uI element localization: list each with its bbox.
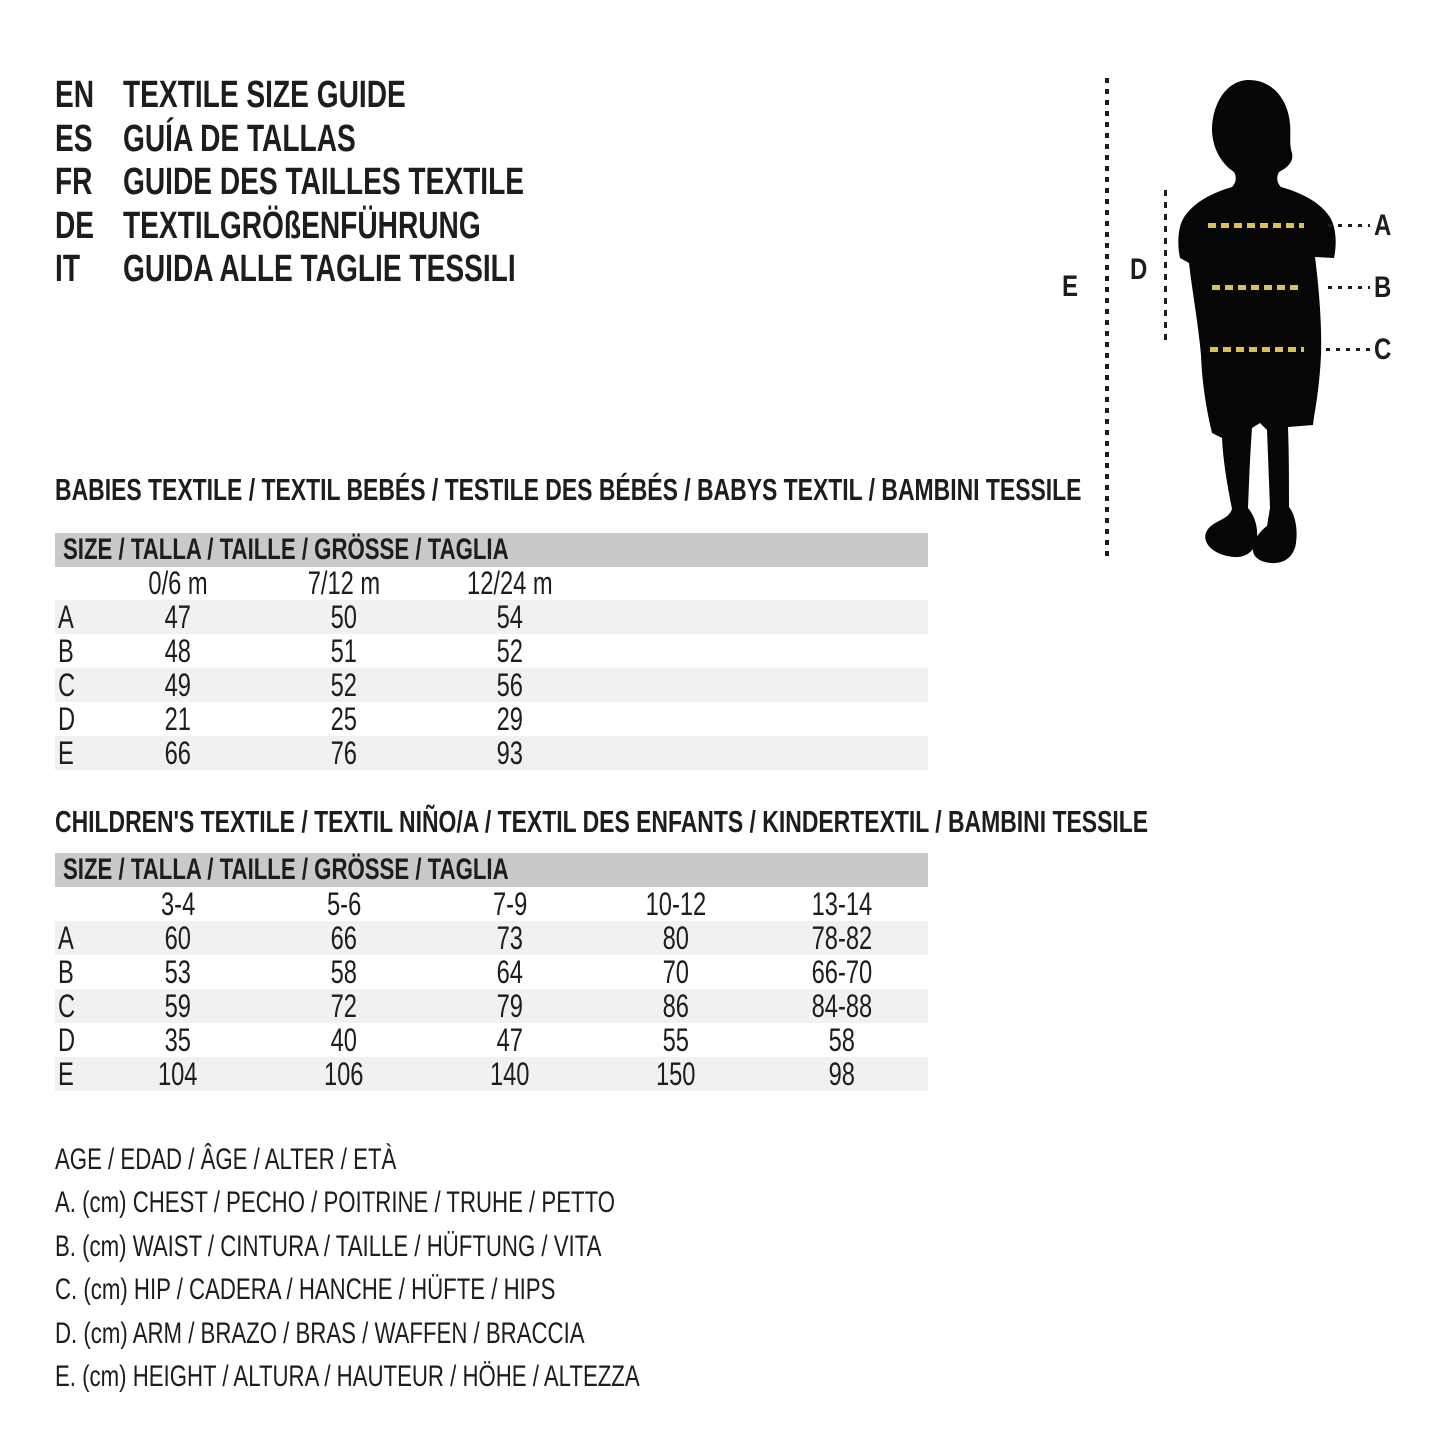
table-cell: 29 xyxy=(496,700,524,737)
babies-size-bar xyxy=(55,533,928,567)
language-title: GUÍA DE TALLAS xyxy=(123,117,356,160)
column-header: 3-4 xyxy=(160,885,196,922)
table-cell: 58 xyxy=(828,1021,856,1058)
table-cell: 52 xyxy=(496,632,524,669)
babies-size-bar-label: SIZE / TALLA / TAILLE / GRÖSSE / TAGLIA xyxy=(63,533,509,566)
babies-section-heading xyxy=(55,474,1442,505)
language-title: GUIDE DES TAILLES TEXTILE xyxy=(123,161,524,204)
figure-label-e: E xyxy=(1062,270,1079,303)
table-cell: 51 xyxy=(330,632,358,669)
table-cell: 56 xyxy=(496,666,524,703)
table-cell: 50 xyxy=(330,598,358,635)
table-cell: 66 xyxy=(164,734,192,771)
measurement-legend xyxy=(55,1138,845,1399)
table-cell: 66-70 xyxy=(811,953,873,990)
table-cell: 72 xyxy=(330,987,358,1024)
table-cell: 66 xyxy=(330,919,358,956)
table-cell: 54 xyxy=(496,598,524,635)
table-cell: 49 xyxy=(164,666,192,703)
arm-measure-line-d xyxy=(1164,190,1167,345)
chest-measure-dash-a xyxy=(1208,223,1304,228)
language-code: FR xyxy=(55,161,93,204)
hip-leader-dots-c xyxy=(1326,348,1370,351)
table-cell: 59 xyxy=(164,987,192,1024)
table-row-d xyxy=(55,1023,928,1057)
chest-leader-dots-a xyxy=(1328,224,1370,227)
table-row-b xyxy=(55,634,928,668)
table-cell: 58 xyxy=(330,953,358,990)
children-size-bar xyxy=(55,853,928,887)
language-title: TEXTILE SIZE GUIDE xyxy=(123,74,406,117)
row-label: D xyxy=(58,700,76,737)
row-label: E xyxy=(58,734,74,771)
table-row-c xyxy=(55,989,928,1023)
legend-line-age: AGE / EDAD / ÂGE / ALTER / ETÀ xyxy=(55,1142,397,1176)
language-title: TEXTILGRÖßENFÜHRUNG xyxy=(123,204,481,247)
language-code: DE xyxy=(55,204,95,247)
row-label: E xyxy=(58,1055,74,1092)
table-row-d xyxy=(55,702,928,736)
babies-column-header-row xyxy=(55,567,928,600)
row-label: C xyxy=(58,666,76,703)
column-header: 13-14 xyxy=(811,885,873,922)
row-label: D xyxy=(58,1021,76,1058)
table-row-e xyxy=(55,736,928,770)
table-cell: 106 xyxy=(324,1055,364,1092)
column-header: 10-12 xyxy=(645,885,707,922)
column-header: 12/24 m xyxy=(467,565,553,601)
waist-leader-dots-b xyxy=(1328,286,1370,289)
table-cell: 98 xyxy=(828,1055,856,1092)
figure-label-d: D xyxy=(1130,253,1148,286)
language-row-it xyxy=(55,248,665,292)
table-row-a xyxy=(55,921,928,955)
hip-measure-dash-c xyxy=(1210,347,1304,352)
babies-heading-text: BABIES TEXTILE / TEXTIL BEBÉS / TESTILE DES BÉBÉS / BABYS TEXTIL / BAMBINI TESSILE xyxy=(55,472,1082,507)
table-cell: 140 xyxy=(490,1055,530,1092)
row-label: A xyxy=(58,919,74,956)
figure-label-a: A xyxy=(1374,209,1392,242)
row-label: C xyxy=(58,987,76,1024)
column-header: 5-6 xyxy=(326,885,362,922)
table-cell: 21 xyxy=(164,700,192,737)
figure-label-c: C xyxy=(1374,333,1392,366)
language-title: GUIDA ALLE TAGLIE TESSILI xyxy=(123,248,516,291)
row-label: A xyxy=(58,598,74,635)
table-cell: 104 xyxy=(158,1055,198,1092)
language-code: ES xyxy=(55,117,93,160)
table-cell: 73 xyxy=(496,919,524,956)
legend-line-hip: C. (cm) HIP / CADERA / HANCHE / HÜFTE / HIPS xyxy=(55,1273,556,1307)
table-cell: 40 xyxy=(330,1021,358,1058)
children-heading-text: CHILDREN'S TEXTILE / TEXTIL NIÑO/A / TEXTIL DES ENFANTS / KINDERTEXTIL / BAMBINI TESSILE xyxy=(55,804,1149,839)
language-row-en xyxy=(55,74,665,118)
babies-size-table xyxy=(55,567,928,770)
legend-line-waist: B. (cm) WAIST / CINTURA / TAILLE / HÜFTUNG / VITA xyxy=(55,1229,602,1263)
children-size-table xyxy=(55,887,928,1091)
table-cell: 52 xyxy=(330,666,358,703)
children-section-heading xyxy=(55,806,1445,837)
children-column-header-row xyxy=(55,887,928,921)
language-row-es xyxy=(55,118,665,162)
table-cell: 80 xyxy=(662,919,690,956)
language-code: EN xyxy=(55,74,95,117)
figure-label-b: B xyxy=(1374,271,1392,304)
legend-line-height: E. (cm) HEIGHT / ALTURA / HAUTEUR / HÖHE / ALTEZZA xyxy=(55,1360,640,1394)
table-cell: 150 xyxy=(656,1055,696,1092)
waist-measure-dash-b xyxy=(1212,285,1302,290)
table-cell: 53 xyxy=(164,953,192,990)
language-code: IT xyxy=(55,248,80,291)
language-row-fr xyxy=(55,161,665,205)
table-cell: 55 xyxy=(662,1021,690,1058)
legend-line-arm: D. (cm) ARM / BRAZO / BRAS / WAFFEN / BRACCIA xyxy=(55,1316,585,1350)
table-cell: 64 xyxy=(496,953,524,990)
table-cell: 84-88 xyxy=(811,987,873,1024)
table-row-e xyxy=(55,1057,928,1091)
legend-line-chest: A. (cm) CHEST / PECHO / POITRINE / TRUHE / PETTO xyxy=(55,1186,616,1220)
column-header: 0/6 m xyxy=(148,565,208,601)
table-cell: 48 xyxy=(164,632,192,669)
table-row-b xyxy=(55,955,928,989)
column-header: 7-9 xyxy=(492,885,528,922)
table-cell: 79 xyxy=(496,987,524,1024)
language-header xyxy=(55,74,665,292)
table-cell: 35 xyxy=(164,1021,192,1058)
table-cell: 76 xyxy=(330,734,358,771)
language-row-de xyxy=(55,205,665,249)
table-cell: 78-82 xyxy=(811,919,873,956)
table-cell: 47 xyxy=(164,598,192,635)
row-label: B xyxy=(58,953,74,990)
table-cell: 93 xyxy=(496,734,524,771)
table-cell: 60 xyxy=(164,919,192,956)
table-cell: 47 xyxy=(496,1021,524,1058)
children-size-bar-label: SIZE / TALLA / TAILLE / GRÖSSE / TAGLIA xyxy=(63,853,509,886)
row-label: B xyxy=(58,632,74,669)
table-cell: 86 xyxy=(662,987,690,1024)
table-row-a xyxy=(55,600,928,634)
table-row-c xyxy=(55,668,928,702)
table-cell: 25 xyxy=(330,700,358,737)
table-cell: 70 xyxy=(662,953,690,990)
column-header: 7/12 m xyxy=(307,565,381,601)
